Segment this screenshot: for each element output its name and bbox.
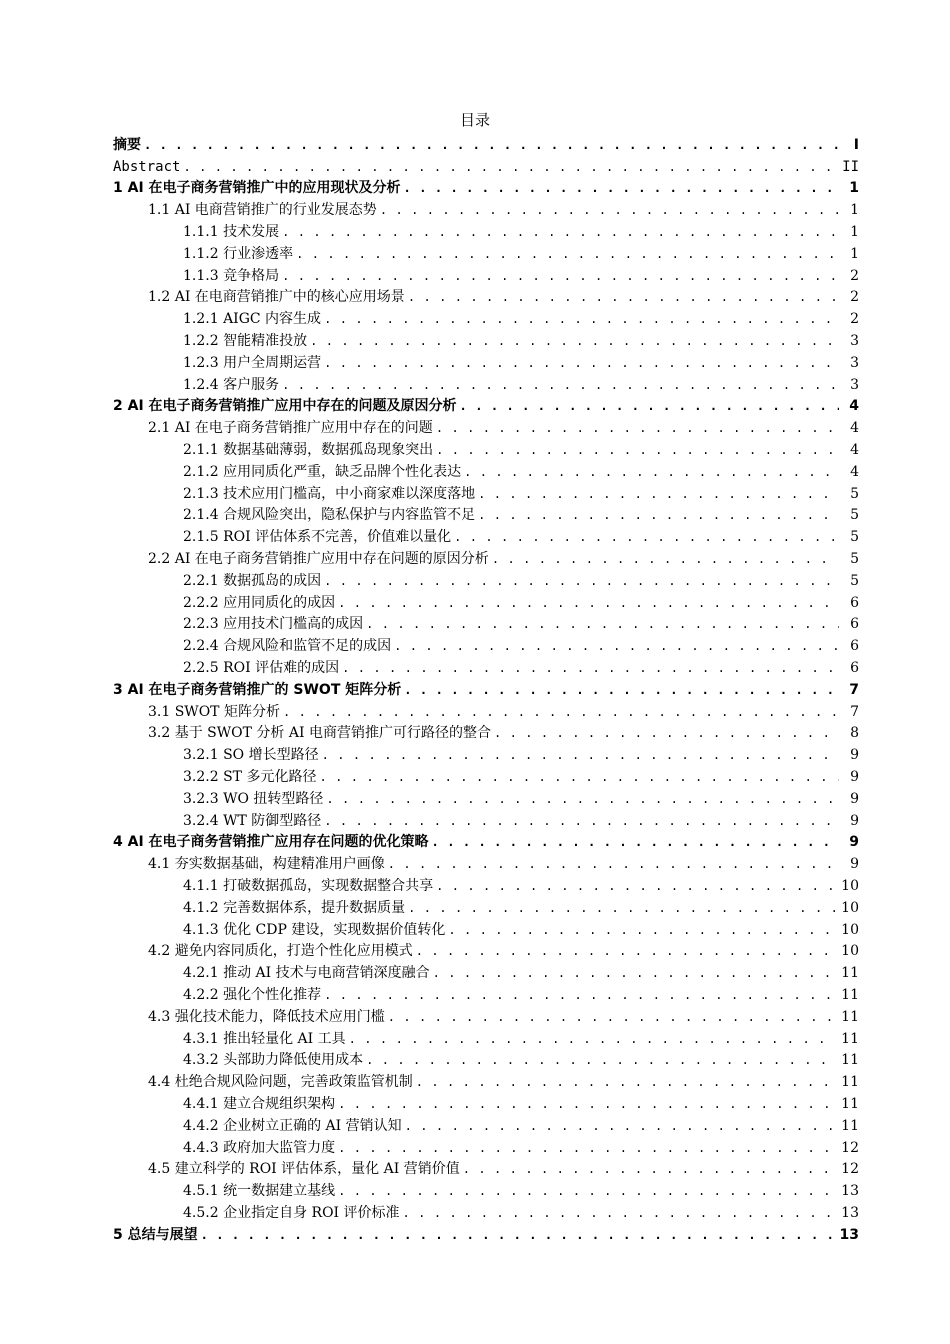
toc-leader-dots: [436, 877, 835, 895]
toc-entry[interactable]: [113, 635, 859, 657]
toc-entry-label: 1.1 AI 电商营销推广的行业发展态势: [148, 202, 377, 219]
toc-entry[interactable]: [113, 614, 859, 636]
toc-entry-label: 3.2.2 ST 多元化路径: [183, 769, 317, 785]
toc-entry[interactable]: [113, 1115, 859, 1137]
toc-leader-dots: [460, 397, 839, 415]
toc-entry-page: 10: [841, 877, 859, 894]
toc-entry-page: 11: [841, 1052, 859, 1069]
toc-entry-label: 2.1.2 应用同质化严重，缺乏品牌个性化表达: [183, 463, 462, 480]
toc-entry[interactable]: [113, 1071, 859, 1093]
toc-entry-page: 9: [849, 834, 859, 851]
toc-leader-dots: [436, 441, 839, 459]
toc-entry-label: 2.1.1 数据基础薄弱，数据孤岛现象突出: [183, 442, 434, 459]
toc-entry-page: II: [842, 158, 859, 175]
toc-entry-page: 11: [841, 986, 859, 1003]
toc-entry-label: 4.2.1 推动 AI 技术与电商营销深度融合: [183, 965, 430, 982]
toc-leader-dots: [338, 1095, 835, 1113]
toc-entry-page: 12: [841, 1161, 859, 1178]
toc-entry[interactable]: [113, 308, 859, 330]
toc-leader-dots: [436, 419, 839, 437]
toc-entry[interactable]: [113, 1093, 859, 1115]
toc-entry-label: 4.4.1 建立合规组织架构: [183, 1095, 336, 1112]
toc-entry-label: 2.1.4 合规风险突出，隐私保护与内容监管不足: [183, 507, 476, 524]
toc-entry[interactable]: [113, 875, 859, 897]
toc-leader-dots: [338, 1182, 835, 1200]
toc-entry[interactable]: [113, 439, 859, 461]
toc-leader-dots: [144, 136, 839, 154]
toc-entry[interactable]: [113, 330, 859, 352]
toc-entry-label: 4.1.3 优化 CDP 建设，实现数据价值转化: [183, 921, 446, 938]
toc-entry[interactable]: [113, 417, 859, 439]
toc-leader-dots: [492, 550, 839, 568]
toc-entry-page: 7: [849, 681, 859, 698]
toc-entry-page: 1: [850, 245, 859, 262]
toc-entry-page: 12: [841, 1139, 859, 1156]
toc-entry-label: 1 AI 在电子商务营销推广中的应用现状及分析: [113, 180, 401, 197]
toc-leader-dots: [478, 485, 839, 503]
toc-leader-dots: [448, 921, 835, 939]
toc-entry[interactable]: [113, 570, 859, 592]
toc-entry-page: 10: [841, 943, 859, 960]
toc-entry-page: 5: [850, 529, 859, 546]
toc-entry[interactable]: [113, 701, 859, 723]
toc-leader-dots: [416, 1073, 835, 1091]
toc-entry-label: 5 总结与展望: [113, 1226, 198, 1243]
toc-entry-page: 1: [850, 224, 859, 241]
toc-entry-page: 9: [850, 812, 859, 829]
toc-entry-page: 2: [850, 311, 859, 328]
toc-entry[interactable]: [113, 723, 859, 745]
table-of-contents: [113, 134, 859, 1246]
toc-leader-dots: [464, 463, 839, 481]
toc-entry-page: 10: [841, 921, 859, 938]
toc-entry-page: 5: [850, 572, 859, 589]
toc-entry-page: 13: [839, 1226, 859, 1243]
toc-entry-label: 2.1.3 技术应用门槛高，中小商家难以深度落地: [183, 485, 476, 502]
toc-entry[interactable]: [113, 788, 859, 810]
toc-entry-label: 4.4.3 政府加大监管力度: [183, 1139, 336, 1156]
toc-entry[interactable]: [113, 897, 859, 919]
toc-entry-label: 1.2.4 客户服务: [183, 376, 280, 393]
toc-entry-page: 9: [850, 747, 859, 764]
toc-entry-label: 2.1.5 ROI 评估体系不完善，价值难以量化: [183, 529, 452, 546]
toc-leader-dots: [405, 1117, 836, 1135]
toc-entry[interactable]: [113, 766, 859, 788]
toc-entry-label: 4.5 建立科学的 ROI 评估体系，量化 AI 营销价值: [148, 1161, 460, 1178]
toc-entry-label: 4.4.2 企业树立正确的 AI 营销认知: [183, 1117, 402, 1134]
toc-entry-label: 3.2 基于 SWOT 分析 AI 电商营销推广可行路径的整合: [148, 725, 491, 742]
toc-entry-page: 6: [850, 660, 859, 677]
toc-entry-page: 11: [841, 1008, 859, 1025]
toc-entry-label: 1.2.3 用户全周期运营: [183, 354, 322, 371]
toc-entry[interactable]: [113, 1049, 859, 1071]
toc-leader-dots: [338, 1139, 835, 1157]
toc-entry-page: 6: [850, 638, 859, 655]
toc-leader-dots: [416, 942, 835, 960]
toc-entry-label: 3.2.3 WO 扭转型路径: [183, 790, 324, 807]
toc-entry[interactable]: [113, 657, 859, 679]
toc-entry-page: 5: [850, 507, 859, 524]
toc-entry-label: 2.2.5 ROI 评估难的成因: [183, 660, 340, 677]
toc-leader-dots: [283, 703, 839, 721]
toc-entry-page: 3: [850, 354, 859, 371]
toc-entry[interactable]: [113, 221, 859, 243]
toc-entry-label: 4.4 杜绝合规风险问题，完善政策监管机制: [148, 1074, 413, 1091]
toc-entry-page: 8: [850, 725, 859, 742]
toc-entry-label: 1.1.2 行业渗透率: [183, 245, 294, 262]
toc-leader-dots: [408, 899, 835, 917]
toc-entry[interactable]: [113, 744, 859, 766]
toc-entry-page: 4: [850, 442, 859, 459]
toc-entry-label: 4.5.2 企业指定自身 ROI 评价标准: [183, 1204, 400, 1221]
toc-entry[interactable]: [113, 374, 859, 396]
toc-entry-label: 4.5.1 统一数据建立基线: [183, 1183, 336, 1200]
toc-leader-dots: [326, 790, 839, 808]
toc-leader-dots: [319, 768, 839, 786]
toc-leader-dots: [322, 746, 839, 764]
toc-entry-page: I: [853, 136, 859, 153]
toc-leader-dots: [388, 855, 839, 873]
toc-entry-page: 2: [850, 289, 859, 306]
toc-entry-label: 3.2.4 WT 防御型路径: [183, 812, 322, 829]
toc-leader-dots: [338, 594, 839, 612]
toc-entry[interactable]: [113, 243, 859, 265]
toc-leader-dots: [349, 1030, 836, 1048]
toc-leader-dots: [403, 1204, 836, 1222]
toc-entry-label: 1.2.2 智能精准投放: [183, 333, 308, 350]
toc-entry-page: 1: [849, 180, 859, 197]
toc-entry[interactable]: [113, 352, 859, 374]
toc-entry-label: 4.2.2 强化个性化推荐: [183, 986, 322, 1003]
toc-entry[interactable]: [113, 984, 859, 1006]
toc-entry-label: 4.3 强化技术能力，降低技术应用门槛: [148, 1008, 385, 1025]
toc-entry[interactable]: [113, 1006, 859, 1028]
toc-entry[interactable]: [113, 287, 859, 309]
toc-entry-page: 6: [850, 616, 859, 633]
toc-leader-dots: [433, 964, 836, 982]
toc-entry-label: 3.2.1 SO 增长型路径: [183, 747, 319, 764]
toc-entry-page: 11: [841, 1117, 859, 1134]
toc-leader-dots: [494, 724, 839, 742]
toc-entry[interactable]: [113, 1158, 859, 1180]
toc-entry-page: 6: [850, 594, 859, 611]
toc-entry[interactable]: [113, 592, 859, 614]
toc-entry-page: 4: [850, 463, 859, 480]
toc-entry-page: 13: [841, 1204, 859, 1221]
toc-entry-page: 9: [850, 790, 859, 807]
toc-entry-page: 11: [841, 1030, 859, 1047]
toc-leader-dots: [408, 288, 839, 306]
toc-leader-dots: [282, 376, 839, 394]
toc-entry-page: 7: [850, 703, 859, 720]
toc-entry-page: 5: [850, 551, 859, 568]
toc-leader-dots: [388, 1008, 835, 1026]
toc-leader-dots: [454, 528, 839, 546]
toc-entry-page: 1: [850, 202, 859, 219]
toc-leader-dots: [366, 1051, 835, 1069]
toc-leader-dots: [342, 659, 839, 677]
toc-entry-label: 3.1 SWOT 矩阵分析: [148, 703, 280, 720]
toc-leader-dots: [463, 1160, 835, 1178]
toc-entry[interactable]: [113, 810, 859, 832]
toc-entry-label: 2.2 AI 在电子商务营销推广应用中存在问题的原因分析: [148, 551, 489, 568]
toc-entry[interactable]: [113, 461, 859, 483]
toc-entry-page: 2: [850, 267, 859, 284]
toc-entry[interactable]: [113, 526, 859, 548]
toc-entry[interactable]: [113, 134, 859, 156]
toc-entry-label: 2.1 AI 在电子商务营销推广应用中存在的问题: [148, 420, 433, 437]
toc-entry-page: 3: [850, 376, 859, 393]
toc-entry-label: 3 AI 在电子商务营销推广的 SWOT 矩阵分析: [113, 681, 402, 698]
toc-entry-page: 3: [850, 333, 859, 350]
toc-leader-dots: [324, 986, 835, 1004]
toc-entry-label: 1.2 AI 在电商营销推广中的核心应用场景: [148, 289, 405, 306]
toc-entry[interactable]: [113, 1180, 859, 1202]
toc-leader-dots: [404, 179, 839, 197]
toc-entry[interactable]: [113, 548, 859, 570]
toc-entry-label: 4.3.2 头部助力降低使用成本: [183, 1052, 364, 1069]
toc-leader-dots: [310, 332, 839, 350]
toc-entry-label: 4.1 夯实数据基础，构建精准用户画像: [148, 856, 385, 873]
toc-entry-label: 4.2 避免内容同质化，打造个性化应用模式: [148, 943, 413, 960]
toc-entry[interactable]: [113, 199, 859, 221]
toc-entry[interactable]: [113, 919, 859, 941]
toc-entry[interactable]: [113, 483, 859, 505]
toc-entry[interactable]: [113, 853, 859, 875]
toc-leader-dots: [324, 572, 839, 590]
toc-leader-dots: [366, 615, 839, 633]
toc-leader-dots: [478, 506, 839, 524]
toc-entry-page: 9: [850, 769, 859, 785]
toc-entry[interactable]: [113, 1224, 859, 1246]
toc-leader-dots: [201, 1226, 834, 1244]
toc-entry-label: 1.1.3 竞争格局: [183, 267, 280, 284]
toc-entry[interactable]: [113, 178, 859, 200]
toc-entry-label: 2.2.2 应用同质化的成因: [183, 594, 336, 611]
toc-leader-dots: [404, 681, 839, 699]
toc-entry-label: 4 AI 在电子商务营销推广应用存在问题的优化策略: [113, 834, 429, 851]
toc-leader-dots: [183, 158, 836, 176]
toc-entry-label: Abstract: [113, 158, 181, 175]
toc-entry-page: 11: [841, 1074, 859, 1091]
toc-leader-dots: [282, 267, 839, 285]
toc-leader-dots: [324, 310, 839, 328]
toc-entry-page: 11: [841, 965, 859, 982]
toc-entry[interactable]: [113, 832, 859, 854]
toc-leader-dots: [324, 354, 839, 372]
toc-title: 目录: [459, 111, 490, 129]
toc-leader-dots: [282, 223, 839, 241]
toc-leader-dots: [380, 201, 839, 219]
toc-entry[interactable]: [113, 1028, 859, 1050]
toc-entry[interactable]: [113, 265, 859, 287]
toc-entry-page: 5: [850, 485, 859, 502]
toc-entry[interactable]: [113, 1202, 859, 1224]
toc-entry-label: 2 AI 在电子商务营销推广应用中存在的问题及原因分析: [113, 398, 457, 415]
toc-entry[interactable]: [113, 396, 859, 418]
toc-entry-label: 4.1.2 完善数据体系，提升数据质量: [183, 899, 406, 916]
toc-entry[interactable]: [113, 962, 859, 984]
toc-leader-dots: [432, 833, 839, 851]
toc-entry[interactable]: [113, 679, 859, 701]
toc-entry-page: 13: [841, 1183, 859, 1200]
toc-leader-dots: [394, 637, 839, 655]
toc-entry-label: 1.2.1 AIGC 内容生成: [183, 311, 322, 328]
toc-entry-label: 2.2.1 数据孤岛的成因: [183, 572, 322, 589]
toc-entry-label: 摘要: [113, 136, 141, 153]
toc-entry[interactable]: [113, 940, 859, 962]
toc-entry-page: 9: [850, 856, 859, 873]
toc-entry-page: 10: [841, 899, 859, 916]
toc-leader-dots: [324, 812, 839, 830]
toc-entry-label: 2.2.4 合规风险和监管不足的成因: [183, 638, 392, 655]
toc-entry[interactable]: [113, 505, 859, 527]
toc-entry-label: 4.3.1 推出轻量化 AI 工具: [183, 1030, 346, 1047]
toc-entry-page: 4: [849, 398, 859, 415]
toc-leader-dots: [296, 245, 839, 263]
toc-entry-page: 4: [850, 420, 859, 437]
toc-entry[interactable]: [113, 1137, 859, 1159]
toc-entry-label: 4.1.1 打破数据孤岛，实现数据整合共享: [183, 877, 434, 894]
toc-entry-page: 11: [841, 1095, 859, 1112]
toc-entry[interactable]: [113, 156, 859, 178]
toc-entry-label: 1.1.1 技术发展: [183, 224, 280, 241]
toc-entry-label: 2.2.3 应用技术门槛高的成因: [183, 616, 364, 633]
